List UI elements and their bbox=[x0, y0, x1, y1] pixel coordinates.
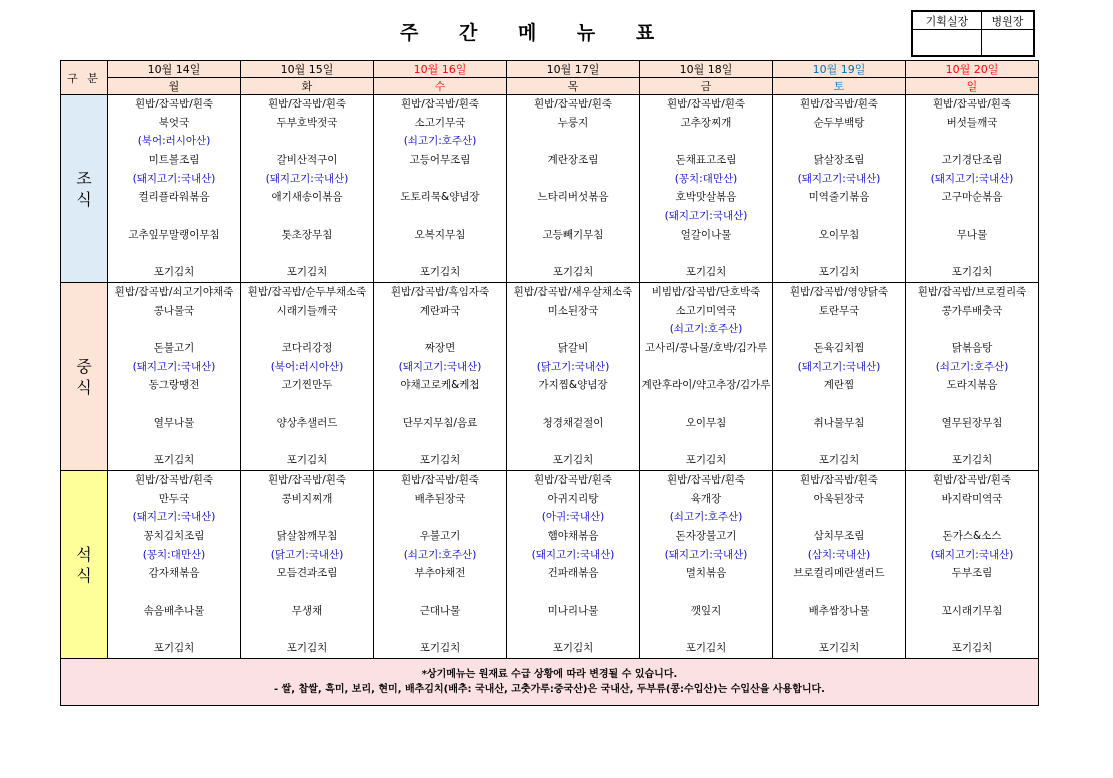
menu-item bbox=[374, 508, 506, 527]
menu-item: 동그랑땡전 bbox=[148, 379, 200, 392]
menu-item: 배추된장국 bbox=[414, 492, 466, 505]
menu-item bbox=[374, 433, 506, 452]
dinner-row bbox=[61, 471, 1039, 659]
origin-note: (아귀:국내산) bbox=[541, 511, 605, 524]
menu-item: 돈불고기 bbox=[153, 342, 195, 355]
day-date: 10월 14일 bbox=[108, 61, 241, 78]
menu-item: 호박맛살볶음 bbox=[675, 191, 737, 204]
menu-item bbox=[906, 395, 1038, 414]
menu-item: 두부조림 bbox=[951, 567, 993, 580]
menu-item bbox=[241, 132, 373, 151]
menu-item: 미나리나물 bbox=[547, 604, 599, 617]
menu-item: 포기김치 bbox=[153, 454, 195, 467]
menu-item: 깻잎지 bbox=[690, 604, 722, 617]
menu-item: 돈채표고조림 bbox=[675, 154, 737, 167]
menu-item: 흰밥/잡곡밥/흑임자죽 bbox=[390, 286, 490, 298]
menu-item: 만두국 bbox=[158, 492, 190, 505]
menu-item bbox=[773, 621, 905, 640]
menu-item: 토란무국 bbox=[818, 304, 860, 317]
day-date: 10월 18일 bbox=[640, 61, 773, 78]
menu-item bbox=[640, 358, 772, 377]
origin-note: (꽁치:대만산) bbox=[674, 172, 738, 185]
menu-item bbox=[108, 320, 240, 339]
menu-item: 닭살장조림 bbox=[813, 154, 865, 167]
menu-item: 포기김치 bbox=[818, 266, 860, 279]
origin-note: (닭고기:국내산) bbox=[270, 548, 344, 561]
menu-item: 오이무침 bbox=[685, 416, 727, 429]
day-date: 10월 16일 bbox=[374, 61, 507, 78]
menu-item: 콩비지찌개 bbox=[281, 492, 333, 505]
menu-item: 흰밥/잡곡밥/흰죽 bbox=[799, 474, 879, 486]
meal-name: 석 식 bbox=[76, 544, 92, 585]
breakfast-day-cell bbox=[640, 95, 773, 283]
breakfast-day-cell bbox=[108, 95, 241, 283]
day-date: 10월 20일 bbox=[906, 61, 1039, 78]
menu-item: 느타리버섯볶음 bbox=[537, 191, 609, 204]
menu-item: 고구마순볶음 bbox=[941, 191, 1003, 204]
menu-item bbox=[374, 395, 506, 414]
menu-item: 솎음배추나물 bbox=[143, 604, 205, 617]
lunch-day-cell bbox=[640, 283, 773, 471]
menu-item bbox=[640, 433, 772, 452]
menu-item: 청경채겉절이 bbox=[542, 416, 604, 429]
menu-item: 포기김치 bbox=[951, 642, 993, 655]
menu-item: 아귀지리탕 bbox=[547, 492, 599, 505]
menu-item: 도라지볶음 bbox=[946, 379, 998, 392]
menu-item: 무생채 bbox=[291, 604, 323, 617]
menu-item bbox=[906, 245, 1038, 264]
lunch-day-cell bbox=[374, 283, 507, 471]
menu-item bbox=[374, 320, 506, 339]
approval-box bbox=[911, 10, 1035, 57]
menu-item: 누룽지 bbox=[557, 116, 589, 129]
lunch-row bbox=[61, 283, 1039, 471]
menu-item: 흰밥/잡곡밥/쇠고기야채죽 bbox=[114, 286, 234, 298]
menu-item: 소고기무국 bbox=[414, 116, 466, 129]
menu-item: 양상추샐러드 bbox=[276, 416, 338, 429]
menu-item bbox=[374, 170, 506, 189]
breakfast-day-cell bbox=[374, 95, 507, 283]
menu-item: 돈자장불고기 bbox=[675, 530, 737, 543]
lunch-day-cell bbox=[906, 283, 1039, 471]
menu-item: 열무된장무침 bbox=[941, 416, 1003, 429]
menu-item bbox=[906, 433, 1038, 452]
menu-item bbox=[241, 207, 373, 226]
origin-note: (닭고기:국내산) bbox=[536, 360, 610, 373]
menu-item bbox=[241, 320, 373, 339]
menu-item: 콩가루배춧국 bbox=[941, 304, 1003, 317]
menu-item: 버섯들깨국 bbox=[946, 116, 998, 129]
menu-item bbox=[374, 245, 506, 264]
menu-item bbox=[374, 583, 506, 602]
menu-item bbox=[906, 132, 1038, 151]
menu-item: 북엇국 bbox=[158, 116, 190, 129]
dinner-day-cell bbox=[108, 471, 241, 659]
menu-item bbox=[773, 245, 905, 264]
menu-item: 컬리플라워볶음 bbox=[138, 191, 210, 204]
menu-item: 두부호박젓국 bbox=[276, 116, 338, 129]
dinner-day-cell bbox=[241, 471, 374, 659]
date-header-row bbox=[61, 61, 1039, 78]
menu-item: 미역줄기볶음 bbox=[808, 191, 870, 204]
menu-item: 돈육김치찜 bbox=[813, 342, 865, 355]
footer-row bbox=[61, 659, 1039, 706]
menu-item bbox=[906, 508, 1038, 527]
day-of-week: 월 bbox=[108, 78, 241, 95]
menu-item: 꼬시래기무침 bbox=[941, 604, 1003, 617]
menu-item: 포기김치 bbox=[685, 266, 727, 279]
menu-item bbox=[906, 621, 1038, 640]
dinner-day-cell bbox=[374, 471, 507, 659]
menu-item: 포기김치 bbox=[951, 454, 993, 467]
menu-item bbox=[507, 583, 639, 602]
menu-item bbox=[507, 245, 639, 264]
approval-sign-planning bbox=[912, 30, 981, 57]
weekday-header-row bbox=[61, 78, 1039, 95]
origin-note: (돼지고기:국내산) bbox=[930, 548, 1014, 561]
menu-item: 아욱된장국 bbox=[813, 492, 865, 505]
menu-item: 포기김치 bbox=[286, 454, 328, 467]
menu-item bbox=[241, 395, 373, 414]
menu-item: 취나물무침 bbox=[813, 416, 865, 429]
menu-item bbox=[773, 395, 905, 414]
origin-note: (쇠고기:호주산) bbox=[669, 511, 743, 524]
menu-item: 계란찜 bbox=[823, 379, 855, 392]
dinner-label bbox=[61, 471, 108, 659]
menu-item: 고기경단조림 bbox=[941, 154, 1003, 167]
menu-item: 흰밥/잡곡밥/흰죽 bbox=[267, 98, 347, 110]
menu-item: 도토리묵&양념장 bbox=[400, 191, 480, 204]
lunch-label bbox=[61, 283, 108, 471]
menu-item: 고추장찌개 bbox=[680, 116, 732, 129]
day-of-week: 목 bbox=[507, 78, 640, 95]
menu-item: 포기김치 bbox=[685, 454, 727, 467]
menu-item: 육개장 bbox=[690, 492, 722, 505]
menu-item: 오이무침 bbox=[818, 228, 860, 241]
menu-item bbox=[108, 207, 240, 226]
dinner-day-cell bbox=[773, 471, 906, 659]
lunch-day-cell bbox=[773, 283, 906, 471]
lunch-day-cell bbox=[108, 283, 241, 471]
origin-note: (돼지고기:국내산) bbox=[132, 511, 216, 524]
origin-note: (삼치:국내산) bbox=[807, 548, 871, 561]
menu-item: 애기새송이볶음 bbox=[271, 191, 343, 204]
footer-line-1: *상기메뉴는 원재료 수급 상황에 따라 변경될 수 있습니다. bbox=[421, 669, 678, 680]
menu-item bbox=[906, 207, 1038, 226]
menu-item: 무나물 bbox=[956, 228, 988, 241]
menu-item bbox=[773, 132, 905, 151]
meal-name: 조 식 bbox=[76, 168, 92, 209]
lunch-day-cell bbox=[507, 283, 640, 471]
menu-item bbox=[108, 583, 240, 602]
menu-item: 가지찜&양념장 bbox=[538, 379, 608, 392]
menu-item: 포기김치 bbox=[419, 454, 461, 467]
menu-item: 포기김치 bbox=[685, 642, 727, 655]
menu-item: 흰밥/잡곡밥/흰죽 bbox=[400, 98, 480, 110]
day-of-week: 일 bbox=[906, 78, 1039, 95]
menu-item: 흰밥/잡곡밥/흰죽 bbox=[666, 474, 746, 486]
menu-item bbox=[773, 207, 905, 226]
menu-item: 포기김치 bbox=[818, 642, 860, 655]
menu-item: 갈비산적구이 bbox=[276, 154, 338, 167]
menu-item bbox=[640, 583, 772, 602]
menu-item: 흰밥/잡곡밥/흰죽 bbox=[666, 98, 746, 110]
menu-item: 순두부백탕 bbox=[813, 116, 865, 129]
menu-item: 비빔밥/잡곡밥/단호박죽 bbox=[651, 286, 761, 298]
menu-item bbox=[108, 621, 240, 640]
origin-note: (돼지고기:국내산) bbox=[797, 360, 881, 373]
menu-item: 감자채볶음 bbox=[148, 567, 200, 580]
menu-item: 흰밥/잡곡밥/흰죽 bbox=[400, 474, 480, 486]
menu-item: 계란파국 bbox=[419, 304, 461, 317]
origin-note: (쇠고기:호주산) bbox=[669, 323, 743, 336]
menu-item: 닭살참깨무침 bbox=[276, 530, 338, 543]
menu-item bbox=[906, 320, 1038, 339]
origin-note: (돼지고기:국내산) bbox=[664, 210, 748, 223]
menu-item: 흰밥/잡곡밥/흰죽 bbox=[533, 474, 613, 486]
menu-item: 고등어무조림 bbox=[409, 154, 471, 167]
menu-item: 얼갈이나물 bbox=[680, 228, 732, 241]
menu-item: 콩나물국 bbox=[153, 304, 195, 317]
menu-item: 고등빼기무침 bbox=[542, 228, 604, 241]
menu-item: 꽁치김치조림 bbox=[143, 530, 205, 543]
menu-item: 흰밥/잡곡밥/흰죽 bbox=[799, 98, 879, 110]
origin-note: (쇠고기:호주산) bbox=[935, 360, 1009, 373]
menu-item: 흰밥/잡곡밥/흰죽 bbox=[533, 98, 613, 110]
menu-item: 미소된장국 bbox=[547, 304, 599, 317]
menu-item: 돈가스&소스 bbox=[942, 530, 1002, 543]
menu-item bbox=[640, 245, 772, 264]
menu-item: 미트볼조림 bbox=[148, 154, 200, 167]
day-of-week: 화 bbox=[241, 78, 374, 95]
menu-item bbox=[507, 170, 639, 189]
menu-item: 바지락미역국 bbox=[941, 492, 1003, 505]
menu-item: 우불고기 bbox=[419, 530, 461, 543]
menu-item bbox=[906, 583, 1038, 602]
menu-item bbox=[640, 621, 772, 640]
origin-note: (돼지고기:국내산) bbox=[265, 172, 349, 185]
menu-item: 포기김치 bbox=[286, 642, 328, 655]
menu-item bbox=[773, 320, 905, 339]
menu-item: 근대나물 bbox=[419, 604, 461, 617]
menu-item: 닭볶음탕 bbox=[951, 342, 993, 355]
menu-item: 포기김치 bbox=[951, 266, 993, 279]
menu-item: 고추잎무말랭이무침 bbox=[128, 228, 220, 241]
breakfast-row bbox=[61, 95, 1039, 283]
origin-note: (꽁치:대만산) bbox=[142, 548, 206, 561]
menu-item: 단무지무침/음료 bbox=[402, 416, 478, 429]
menu-item: 브로컬리메란샐러드 bbox=[793, 567, 885, 580]
dinner-day-cell bbox=[640, 471, 773, 659]
origin-note: (돼지고기:국내산) bbox=[132, 172, 216, 185]
menu-item bbox=[507, 433, 639, 452]
menu-item: 햄야채볶음 bbox=[547, 530, 599, 543]
menu-item bbox=[374, 207, 506, 226]
menu-item bbox=[773, 583, 905, 602]
day-date: 10월 17일 bbox=[507, 61, 640, 78]
menu-item: 코다리강정 bbox=[281, 342, 333, 355]
breakfast-day-cell bbox=[773, 95, 906, 283]
page-title: 주 간 메 뉴 표 bbox=[400, 22, 661, 44]
menu-item bbox=[241, 508, 373, 527]
day-of-week: 금 bbox=[640, 78, 773, 95]
origin-note: (돼지고기:국내산) bbox=[797, 172, 881, 185]
day-of-week: 수 bbox=[374, 78, 507, 95]
menu-item: 모듬견과조림 bbox=[276, 567, 338, 580]
origin-note: (돼지고기:국내산) bbox=[664, 548, 748, 561]
menu-item bbox=[108, 395, 240, 414]
menu-item: 흰밥/잡곡밥/브로컬리죽 bbox=[917, 286, 1027, 298]
menu-item bbox=[241, 245, 373, 264]
day-date: 10월 19일 bbox=[773, 61, 906, 78]
menu-item: 계란장조림 bbox=[547, 154, 599, 167]
menu-item: 소고기미역국 bbox=[675, 304, 737, 317]
menu-item: 포기김치 bbox=[286, 266, 328, 279]
origin-note: (쇠고기:호주산) bbox=[403, 135, 477, 148]
menu-item: 포기김치 bbox=[153, 266, 195, 279]
dinner-day-cell bbox=[507, 471, 640, 659]
origin-note: (돼지고기:국내산) bbox=[531, 548, 615, 561]
breakfast-day-cell bbox=[241, 95, 374, 283]
menu-item: 흰밥/잡곡밥/흰죽 bbox=[267, 474, 347, 486]
menu-item: 고기찐만두 bbox=[281, 379, 333, 392]
menu-item: 흰밥/잡곡밥/흰죽 bbox=[932, 98, 1012, 110]
menu-item: 포기김치 bbox=[818, 454, 860, 467]
day-of-week: 토 bbox=[773, 78, 906, 95]
menu-item: 흰밥/잡곡밥/흰죽 bbox=[134, 474, 214, 486]
menu-item: 배추쌈장나물 bbox=[808, 604, 870, 617]
menu-item: 흰밥/잡곡밥/순두부채소죽 bbox=[247, 286, 367, 298]
menu-item bbox=[507, 395, 639, 414]
menu-item: 열무나물 bbox=[153, 416, 195, 429]
breakfast-day-cell bbox=[906, 95, 1039, 283]
menu-item: 오복지무침 bbox=[414, 228, 466, 241]
menu-item bbox=[507, 621, 639, 640]
menu-item: 건파래볶음 bbox=[547, 567, 599, 580]
meal-name: 중 식 bbox=[76, 356, 92, 397]
origin-note: (쇠고기:호주산) bbox=[403, 548, 477, 561]
footer-line-2: - 쌀, 찹쌀, 흑미, 보리, 현미, 배추김치(배추: 국내산, 고춧가루:중국산)은 국내산, 두부류(콩:수입산)는 수입산을 사용합니다. bbox=[274, 684, 825, 695]
menu-item bbox=[108, 433, 240, 452]
origin-note: (돼지고기:국내산) bbox=[132, 360, 216, 373]
menu-item: 고사리/콩나물/호박/김가루 bbox=[644, 342, 768, 355]
menu-item: 포기김치 bbox=[419, 266, 461, 279]
origin-note: (북어:러시아산) bbox=[137, 135, 211, 148]
menu-item: 멸치볶음 bbox=[685, 567, 727, 580]
menu-item bbox=[507, 320, 639, 339]
menu-item bbox=[241, 583, 373, 602]
menu-item: 삼치무조림 bbox=[813, 530, 865, 543]
menu-item: 포기김치 bbox=[552, 266, 594, 279]
menu-item bbox=[773, 433, 905, 452]
menu-item: 톳초장무침 bbox=[281, 228, 333, 241]
menu-item bbox=[507, 207, 639, 226]
lunch-day-cell bbox=[241, 283, 374, 471]
menu-item bbox=[108, 245, 240, 264]
menu-item: 포기김치 bbox=[419, 642, 461, 655]
breakfast-label bbox=[61, 95, 108, 283]
menu-item: 시래기들깨국 bbox=[276, 304, 338, 317]
menu-item bbox=[640, 132, 772, 151]
menu-item: 짜장면 bbox=[424, 342, 456, 355]
menu-item bbox=[507, 132, 639, 151]
menu-item: 흰밥/잡곡밥/흰죽 bbox=[932, 474, 1012, 486]
menu-item: 부추야채전 bbox=[414, 567, 466, 580]
footer-note bbox=[61, 659, 1039, 706]
day-date: 10월 15일 bbox=[241, 61, 374, 78]
menu-item bbox=[640, 395, 772, 414]
menu-item: 계란후라이/약고추장/김가루 bbox=[641, 379, 771, 392]
origin-note: (돼지고기:국내산) bbox=[930, 172, 1014, 185]
menu-item bbox=[241, 433, 373, 452]
menu-item: 포기김치 bbox=[552, 454, 594, 467]
menu-item bbox=[374, 621, 506, 640]
menu-item: 닭갈비 bbox=[557, 342, 589, 355]
weekly-menu-table bbox=[60, 60, 1039, 706]
dinner-day-cell bbox=[906, 471, 1039, 659]
menu-item: 포기김치 bbox=[552, 642, 594, 655]
origin-note: (돼지고기:국내산) bbox=[398, 360, 482, 373]
menu-item: 흰밥/잡곡밥/새우살채소죽 bbox=[513, 286, 633, 298]
approval-label-director: 병원장 bbox=[981, 11, 1034, 30]
approval-sign-director bbox=[981, 30, 1034, 57]
menu-item: 야채고로케&케첩 bbox=[400, 379, 480, 392]
menu-item: 흰밥/잡곡밥/영양닭죽 bbox=[789, 286, 889, 298]
origin-note: (북어:러시아산) bbox=[270, 360, 344, 373]
gubun-header: 구 분 bbox=[61, 61, 108, 95]
approval-label-planning: 기획실장 bbox=[912, 11, 981, 30]
menu-item bbox=[773, 508, 905, 527]
menu-item bbox=[241, 621, 373, 640]
menu-item: 흰밥/잡곡밥/흰죽 bbox=[134, 98, 214, 110]
breakfast-day-cell bbox=[507, 95, 640, 283]
menu-item: 포기김치 bbox=[153, 642, 195, 655]
